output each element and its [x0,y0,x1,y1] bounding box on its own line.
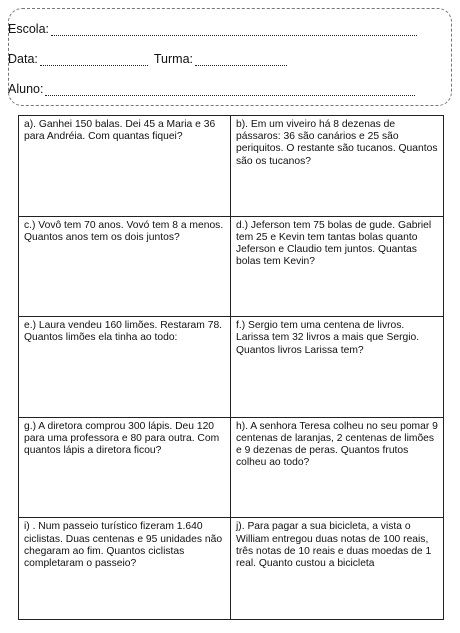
aluno-label: Aluno: [8,82,44,96]
aluno-line [8,82,415,96]
problem-j: j). Para pagar a sua bicicleta, a vista o William entregou duas notas de 100 reais, três notas de 10 reais e duas moedas de 1 real. Quanto custou a bicicleta [236,521,432,569]
problem-h: h). A senhora Teresa colheu no seu pomar 9 centenas de laranjas, 2 centenas de limões e 9 dezenas de peras. Quantos frutos colheu ao todo? [231,418,443,519]
problem-c: c.) Vovô tem 70 anos. Vovó tem 8 a menos. Quantos anos tem os dois juntos? [19,217,231,318]
data-turma-line [8,52,287,66]
data-field[interactable] [40,56,148,66]
problem-e: e.) Laura vendeu 160 limões. Restaram 78. Quantos limões ela tinha ao todo: [19,317,231,418]
problem-b: b). Em um viveiro há 8 dezenas de pássaros: 36 são canários e 25 são periquitos. O restante são tucanos. Quantos são os tucanos? [231,116,443,217]
problem-f: f.) Sergio tem uma centena de livros. Larissa tem 32 livros a mais que Sergio. Quantos livros Larissa tem? [231,317,443,418]
problems-grid [18,115,444,620]
escola-line [8,22,417,36]
escola-label: Escola: [8,22,49,36]
turma-field[interactable] [195,56,287,66]
aluno-field[interactable] [45,86,415,96]
problem-g: g.) A diretora comprou 300 lápis. Deu 120 para uma professora e 80 para outra. Com quantos lápis a diretora ficou? [19,418,231,519]
turma-label: Turma: [153,52,194,66]
data-label: Data: [8,52,38,66]
problem-d: d.) Jeferson tem 75 bolas de gude. Gabriel tem 25 e Kevin tem tantas bolas quanto Jeferson e Claudio tem juntos. Quantas bolas tem Kevin? [231,217,443,318]
problem-i: i) . Num passeio turístico fizeram 1.640 ciclistas. Duas centenas e 95 unidades não chegaram ao fim. Quantos ciclistas completaram o passeio? [19,518,231,619]
problem-a: a). Ganhei 150 balas. Dei 45 a Maria e 36 para Andréia. Com quantas fiquei? [19,116,231,217]
escola-field[interactable] [51,26,417,36]
